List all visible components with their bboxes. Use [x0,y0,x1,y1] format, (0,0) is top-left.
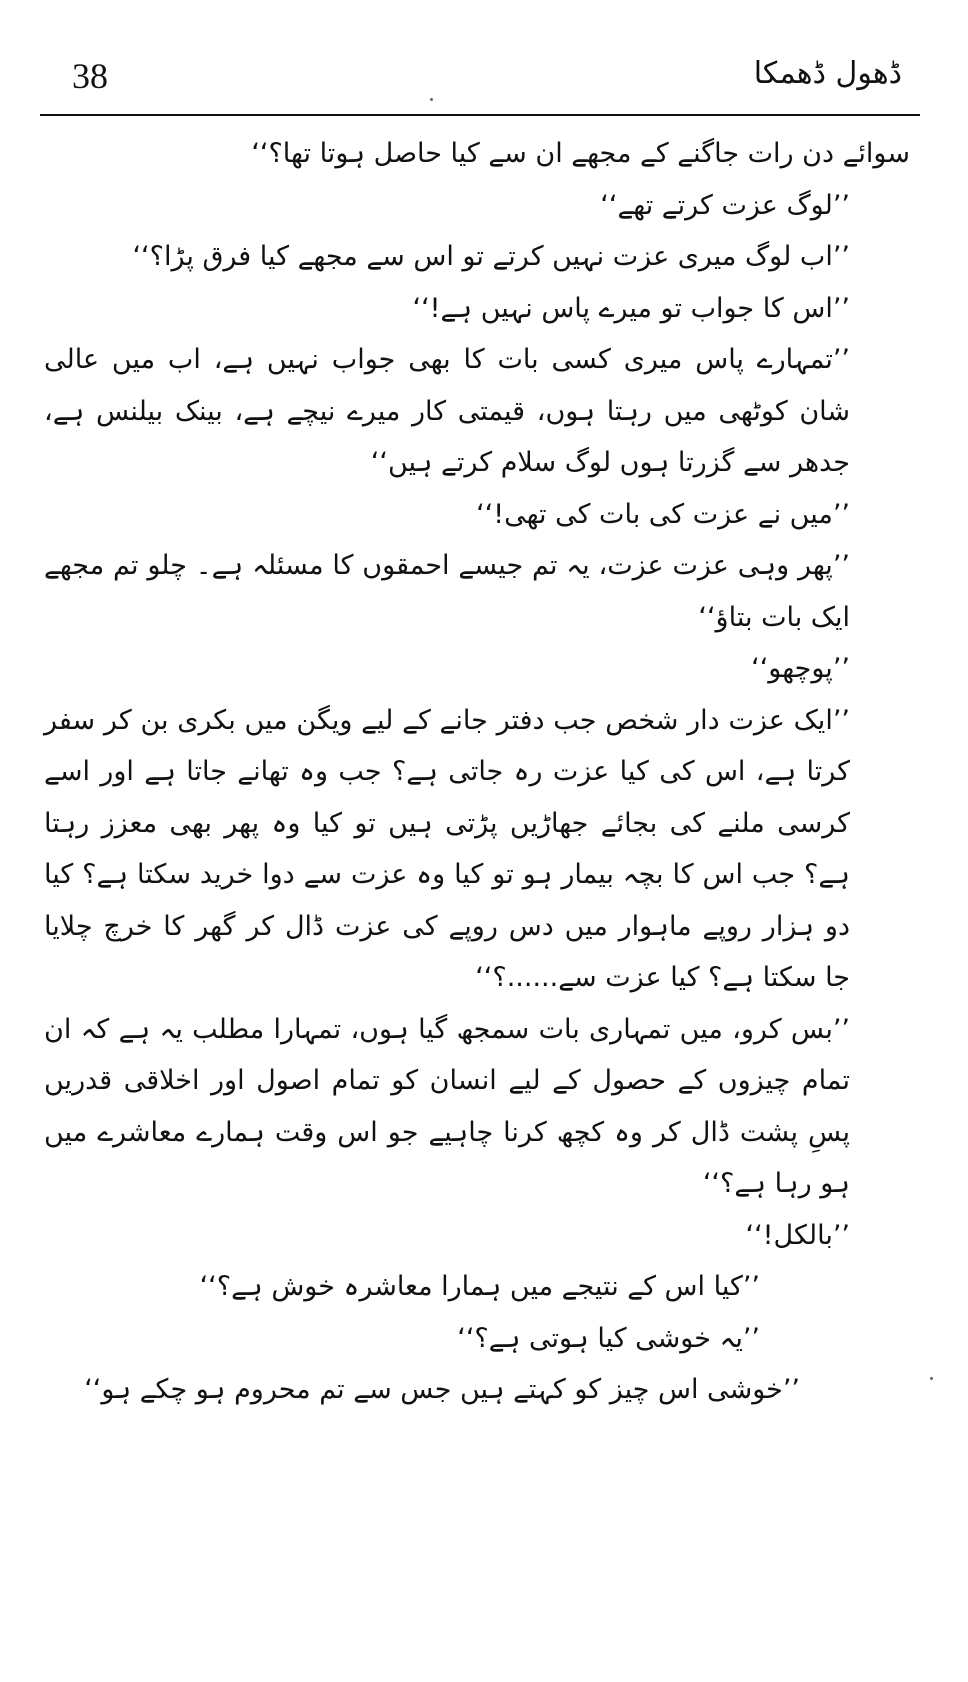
paragraph: ’’لوگ عزت کرتے تھے‘‘ [600,189,850,221]
paragraph: ’’اب لوگ میری عزت نہیں کرتے تو اس سے مجھے کیا فرق پڑا؟‘‘ [132,241,850,272]
paragraph: ’’میں نے عزت کی بات کی تھی!‘‘ [476,498,850,530]
paragraph: ’’یہ خوشی کیا ہوتی ہے؟‘‘ [457,1322,760,1354]
body-text [44,128,910,1416]
paragraph: ’’پھر وہی عزت عزت، یہ تم جیسے احمقوں کا مسئلہ ہے۔ چلو تم مجھے ایک بات بتاؤ‘‘ [44,550,850,633]
paragraph: ’’بس کرو، میں تمہاری بات سمجھ گیا ہوں، تمہارا مطلب یہ ہے کہ ان تمام چیزوں کے حصول کے لیے انسان کو تمام اصول اور اخلاقی قدریں پسِ پشت ڈال کر وہ کچھ کرنا چاہیے جو اس وقت ہمارے معاشرے میں ہو رہا ہے؟‘‘ [44,1013,850,1199]
scan-speck [930,1377,933,1380]
scan-speck [430,98,433,101]
header-rule [40,114,920,116]
paragraph: ’’بالکل!‘‘ [745,1219,850,1251]
paragraph: ’’ایک عزت دار شخص جب دفتر جانے کے لیے ویگن میں بکری بن کر سفر کرتا ہے، اس کی کیا عزت رہ جاتی ہے؟ جب وہ تھانے جاتا ہے اور اسے کرسی ملنے کی بجائے جھاڑیں پڑتی ہیں تو کیا وہ پھر بھی معزز رہتا ہے؟ جب اس کا بچہ بیمار ہو تو کیا وہ عزت سے دوا خرید سکتا ہے؟ کیا دو ہزار روپے ماہوار میں دس روپے کی عزت ڈال کر گھر کا خرچ چلایا جا سکتا ہے؟ کیا عزت سے......؟‘‘ [44,704,850,993]
paragraph: ’’اس کا جواب تو میرے پاس نہیں ہے!‘‘ [412,292,850,324]
running-title: ڈھول ڈھمکا [753,56,902,91]
page-number: 38 [72,56,108,96]
paragraph: ’’پوچھو‘‘ [751,653,850,684]
page-header [40,50,920,112]
paragraph: ’’کیا اس کے نتیجے میں ہمارا معاشرہ خوش ہے؟‘‘ [199,1271,760,1302]
paragraph: سوائے دن رات جاگنے کے مجھے ان سے کیا حاصل ہوتا تھا؟‘‘ [251,138,910,169]
paragraph: ’’تمہارے پاس میری کسی بات کا بھی جواب نہیں ہے، اب میں عالی شان کوٹھی میں رہتا ہوں، قیمتی کار میرے نیچے ہے، بینک بیلنس ہے، جدھر سے گزرتا ہوں لوگ سلام کرتے ہیں‘‘ [44,344,850,478]
paragraph: ’’خوشی اس چیز کو کہتے ہیں جس سے تم محروم ہو چکے ہو‘‘ [84,1374,800,1405]
